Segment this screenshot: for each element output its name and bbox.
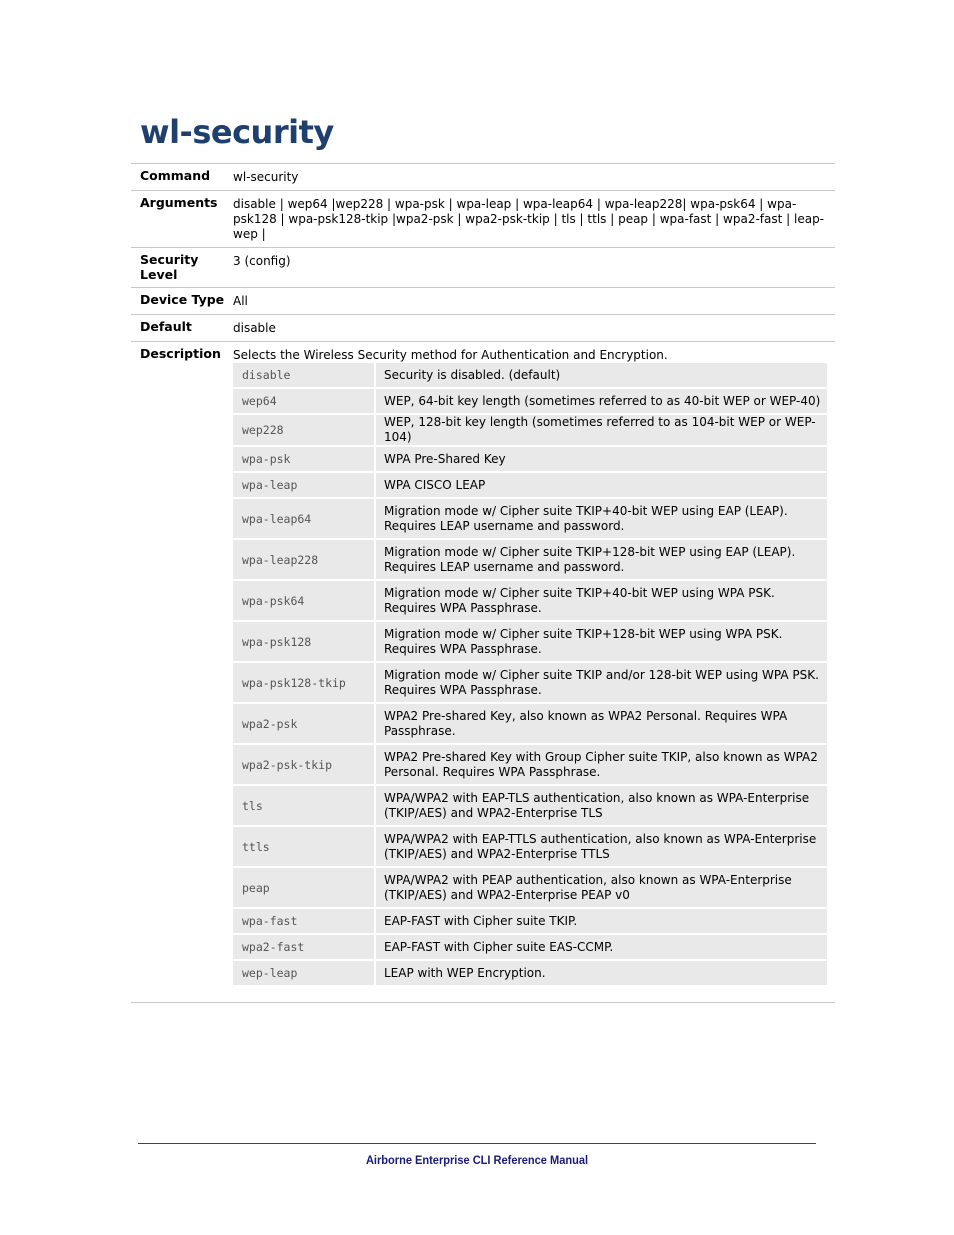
property-label: Description [140, 346, 221, 361]
options-table [233, 363, 827, 987]
property-row-command [131, 164, 835, 191]
property-row-device-type [131, 288, 835, 315]
table-row [233, 786, 827, 827]
property-label: Command [140, 168, 211, 183]
table-row [233, 540, 827, 581]
table-row [233, 663, 827, 704]
option-name: wep228 [233, 415, 376, 447]
option-description: WPA/WPA2 with PEAP authentication, also known as WPA-Enterprise (TKIP/AES) and WPA2-Enterprise PEAP v0 [376, 868, 827, 909]
option-description: EAP-FAST with Cipher suite EAS-CCMP. [376, 935, 827, 961]
property-label: Security Level [140, 252, 199, 282]
table-row [233, 581, 827, 622]
option-description: Migration mode w/ Cipher suite TKIP+128-bit WEP using EAP (LEAP). Requires LEAP username and password. [376, 540, 827, 581]
option-description: Migration mode w/ Cipher suite TKIP and/or 128-bit WEP using WPA PSK. Requires WPA Passphrase. [376, 663, 827, 704]
property-row-security-level [131, 248, 835, 288]
table-row [233, 704, 827, 745]
property-label: Default [140, 319, 192, 334]
option-name: wpa2-psk [233, 704, 376, 745]
option-name: wpa-psk128 [233, 622, 376, 663]
option-description: EAP-FAST with Cipher suite TKIP. [376, 909, 827, 935]
option-name: wpa-psk [233, 447, 376, 473]
table-row [233, 622, 827, 663]
property-value: Selects the Wireless Security method for Authentication and Encryption. [233, 348, 668, 362]
option-description: Security is disabled. (default) [376, 363, 827, 389]
table-row [233, 909, 827, 935]
page-title: wl-security [140, 113, 334, 151]
table-row [233, 868, 827, 909]
option-name: ttls [233, 827, 376, 868]
option-description: WPA2 Pre-shared Key with Group Cipher suite TKIP, also known as WPA2 Personal. Requires WPA Passphrase. [376, 745, 827, 786]
option-description: Migration mode w/ Cipher suite TKIP+40-bit WEP using WPA PSK. Requires WPA Passphrase. [376, 581, 827, 622]
property-row-arguments [131, 191, 835, 248]
table-row [233, 415, 827, 447]
option-description: WPA2 Pre-shared Key, also known as WPA2 Personal. Requires WPA Passphrase. [376, 704, 827, 745]
footer-text: Airborne Enterprise CLI Reference Manual [365, 1153, 589, 1167]
option-name: peap [233, 868, 376, 909]
table-row [233, 935, 827, 961]
property-value: wl-security [233, 170, 299, 184]
option-name: wpa-psk64 [233, 581, 376, 622]
option-description: LEAP with WEP Encryption. [376, 961, 827, 987]
option-name: wep-leap [233, 961, 376, 987]
property-value: disable [233, 321, 276, 335]
table-row [233, 827, 827, 868]
option-name: wpa2-fast [233, 935, 376, 961]
table-row [233, 447, 827, 473]
option-name: wpa-leap [233, 473, 376, 499]
option-description: WPA Pre-Shared Key [376, 447, 827, 473]
table-row [233, 745, 827, 786]
option-description: WPA/WPA2 with EAP-TTLS authentication, also known as WPA-Enterprise (TKIP/AES) and WPA2-Enterprise TTLS [376, 827, 827, 868]
option-description: Migration mode w/ Cipher suite TKIP+128-bit WEP using WPA PSK. Requires WPA Passphrase. [376, 622, 827, 663]
property-value: 3 (config) [233, 254, 291, 268]
property-table [131, 163, 835, 368]
table-row [233, 389, 827, 415]
option-name: wpa-leap228 [233, 540, 376, 581]
property-row-default [131, 315, 835, 342]
table-row [233, 473, 827, 499]
option-name: wpa-leap64 [233, 499, 376, 540]
section-divider [131, 1002, 835, 1003]
option-description: WEP, 128-bit key length (sometimes referred to as 104-bit WEP or WEP-104) [376, 415, 827, 447]
option-name: wep64 [233, 389, 376, 415]
table-row [233, 499, 827, 540]
property-label: Arguments [140, 195, 218, 210]
table-row [233, 363, 827, 389]
option-name: disable [233, 363, 376, 389]
option-description: Migration mode w/ Cipher suite TKIP+40-bit WEP using EAP (LEAP). Requires LEAP username and password. [376, 499, 827, 540]
property-label: Device Type [140, 292, 225, 307]
option-description: WEP, 64-bit key length (sometimes referred to as 40-bit WEP or WEP-40) [376, 389, 827, 415]
footer-divider [138, 1143, 816, 1144]
table-row [233, 961, 827, 987]
option-name: wpa-psk128-tkip [233, 663, 376, 704]
option-name: wpa-fast [233, 909, 376, 935]
option-name: tls [233, 786, 376, 827]
property-value: disable | wep64 |wep228 | wpa-psk | wpa-leap | wpa-leap64 | wpa-leap228| wpa-psk64 | wpa-psk128 | wpa-psk128-tkip |wpa2-psk | wpa2-psk-tkip | tls | ttls | peap | wpa-fast | wpa2-fast | leap-wep | [233, 197, 825, 241]
option-description: WPA/WPA2 with EAP-TLS authentication, also known as WPA-Enterprise (TKIP/AES) and WPA2-Enterprise TLS [376, 786, 827, 827]
property-value: All [233, 294, 248, 308]
option-name: wpa2-psk-tkip [233, 745, 376, 786]
option-description: WPA CISCO LEAP [376, 473, 827, 499]
